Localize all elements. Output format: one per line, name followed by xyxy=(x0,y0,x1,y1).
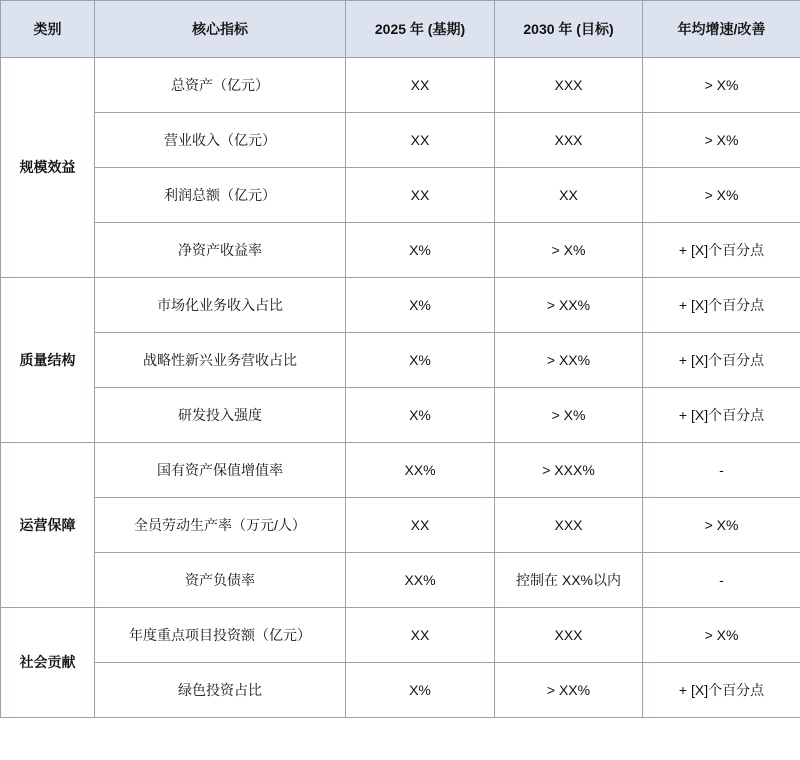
target-value-cell: > XX% xyxy=(495,663,643,718)
growth-value-cell: - xyxy=(643,443,800,498)
target-value-cell: XXX xyxy=(495,608,643,663)
category-cell: 规模效益 xyxy=(1,58,95,278)
metric-cell: 营业收入（亿元） xyxy=(95,113,346,168)
growth-value-cell: - xyxy=(643,553,800,608)
growth-value-cell: + [X]个百分点 xyxy=(643,388,800,443)
table-row xyxy=(1,443,800,498)
base-value-cell: XX xyxy=(346,58,495,113)
metric-cell: 净资产收益率 xyxy=(95,223,346,278)
table-row xyxy=(1,333,800,388)
metric-cell: 全员劳动生产率（万元/人） xyxy=(95,498,346,553)
table-body xyxy=(1,58,800,718)
metric-cell: 利润总额（亿元） xyxy=(95,168,346,223)
target-value-cell: 控制在 XX%以内 xyxy=(495,553,643,608)
metric-cell: 国有资产保值增值率 xyxy=(95,443,346,498)
growth-value-cell: > X% xyxy=(643,58,800,113)
metric-cell: 资产负债率 xyxy=(95,553,346,608)
base-value-cell: XX% xyxy=(346,553,495,608)
base-value-cell: X% xyxy=(346,388,495,443)
target-value-cell: XX xyxy=(495,168,643,223)
target-value-cell: XXX xyxy=(495,113,643,168)
growth-value-cell: > X% xyxy=(643,168,800,223)
base-value-cell: X% xyxy=(346,663,495,718)
base-value-cell: XX xyxy=(346,113,495,168)
table-row xyxy=(1,278,800,333)
metric-cell: 年度重点项目投资额（亿元） xyxy=(95,608,346,663)
metric-cell: 研发投入强度 xyxy=(95,388,346,443)
growth-value-cell: + [X]个百分点 xyxy=(643,223,800,278)
metric-cell: 绿色投资占比 xyxy=(95,663,346,718)
growth-value-cell: > X% xyxy=(643,498,800,553)
base-value-cell: XX% xyxy=(346,443,495,498)
metric-cell: 总资产（亿元） xyxy=(95,58,346,113)
table-row xyxy=(1,113,800,168)
target-value-cell: > X% xyxy=(495,388,643,443)
table-row xyxy=(1,168,800,223)
table-row xyxy=(1,608,800,663)
target-value-cell: > XX% xyxy=(495,333,643,388)
metric-cell: 市场化业务收入占比 xyxy=(95,278,346,333)
target-value-cell: > X% xyxy=(495,223,643,278)
target-value-cell: > XXX% xyxy=(495,443,643,498)
growth-value-cell: > X% xyxy=(643,113,800,168)
table-row xyxy=(1,498,800,553)
metric-cell: 战略性新兴业务营收占比 xyxy=(95,333,346,388)
table-row xyxy=(1,58,800,113)
table-header-row xyxy=(1,1,800,58)
growth-value-cell: > X% xyxy=(643,608,800,663)
base-value-cell: X% xyxy=(346,223,495,278)
target-value-cell: XXX xyxy=(495,498,643,553)
base-value-cell: X% xyxy=(346,333,495,388)
table-row xyxy=(1,553,800,608)
table-header xyxy=(1,1,800,58)
column-header-target-year: 2030 年 (目标) xyxy=(495,1,643,58)
base-value-cell: XX xyxy=(346,498,495,553)
target-value-cell: XXX xyxy=(495,58,643,113)
category-cell: 运营保障 xyxy=(1,443,95,608)
base-value-cell: XX xyxy=(346,168,495,223)
table-row xyxy=(1,663,800,718)
category-cell: 社会贡献 xyxy=(1,608,95,718)
table-row xyxy=(1,388,800,443)
column-header-metric: 核心指标 xyxy=(95,1,346,58)
growth-value-cell: + [X]个百分点 xyxy=(643,333,800,388)
growth-value-cell: + [X]个百分点 xyxy=(643,663,800,718)
column-header-growth: 年均增速/改善 xyxy=(643,1,800,58)
growth-value-cell: + [X]个百分点 xyxy=(643,278,800,333)
table-row xyxy=(1,223,800,278)
target-value-cell: > XX% xyxy=(495,278,643,333)
base-value-cell: XX xyxy=(346,608,495,663)
base-value-cell: X% xyxy=(346,278,495,333)
column-header-category: 类别 xyxy=(1,1,95,58)
column-header-base-year: 2025 年 (基期) xyxy=(346,1,495,58)
category-cell: 质量结构 xyxy=(1,278,95,443)
